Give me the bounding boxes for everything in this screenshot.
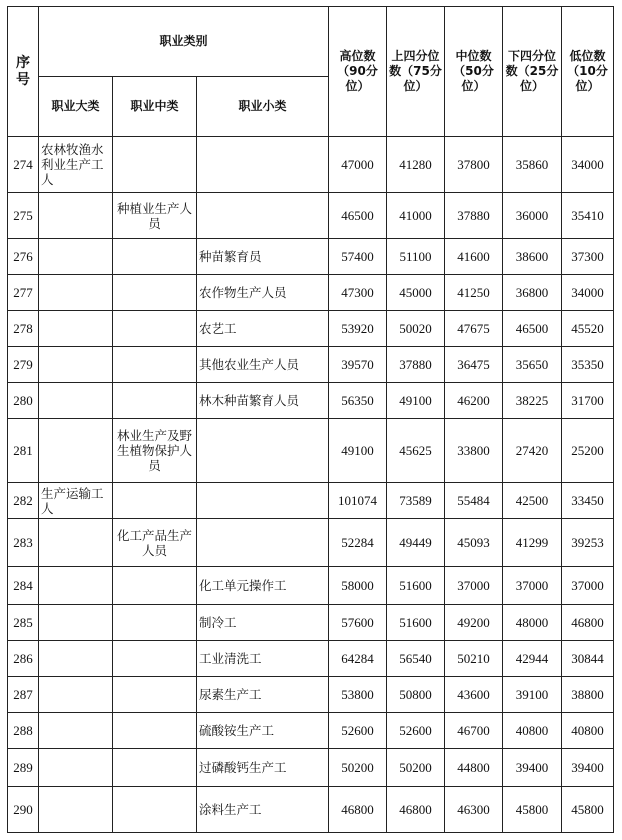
table-row: [8, 383, 614, 419]
row-p10: 35350: [562, 347, 614, 383]
row-p75: 51600: [387, 567, 445, 605]
row-seq: 285: [8, 605, 39, 641]
row-p10: 25200: [562, 419, 614, 483]
row-p90: 58000: [329, 567, 387, 605]
header-minor: 职业小类: [197, 77, 329, 137]
row-major-category: [39, 641, 113, 677]
row-p75: 45000: [387, 275, 445, 311]
row-middle-category: [113, 137, 197, 193]
row-middle-category: 化工产品生产人员: [113, 519, 197, 567]
header-p90: 高位数（90分位）: [329, 7, 387, 137]
row-minor-category: 林木种苗繁育人员: [197, 383, 329, 419]
row-minor-category: 农作物生产人员: [197, 275, 329, 311]
row-p10: 33450: [562, 483, 614, 519]
row-minor-category: [197, 193, 329, 239]
row-p75: 49449: [387, 519, 445, 567]
table-row: [8, 347, 614, 383]
row-minor-category: 涂料生产工: [197, 787, 329, 833]
row-seq: 278: [8, 311, 39, 347]
row-major-category: [39, 383, 113, 419]
row-minor-category: [197, 519, 329, 567]
row-seq: 287: [8, 677, 39, 713]
row-p25: 38225: [503, 383, 562, 419]
row-p50: 41600: [445, 239, 503, 275]
row-p50: 43600: [445, 677, 503, 713]
row-p75: 52600: [387, 713, 445, 749]
row-p50: 46300: [445, 787, 503, 833]
row-seq: 283: [8, 519, 39, 567]
row-p10: 34000: [562, 137, 614, 193]
row-middle-category: [113, 641, 197, 677]
row-p10: 39400: [562, 749, 614, 787]
table-row: [8, 567, 614, 605]
row-p25: 42944: [503, 641, 562, 677]
row-p75: 45625: [387, 419, 445, 483]
row-middle-category: [113, 383, 197, 419]
row-p50: 41250: [445, 275, 503, 311]
header-major: 职业大类: [39, 77, 113, 137]
row-p25: 41299: [503, 519, 562, 567]
row-p10: 45800: [562, 787, 614, 833]
row-p25: 27420: [503, 419, 562, 483]
row-seq: 275: [8, 193, 39, 239]
table-row: [8, 137, 614, 193]
row-p10: 38800: [562, 677, 614, 713]
row-major-category: [39, 519, 113, 567]
row-p25: 36000: [503, 193, 562, 239]
row-seq: 288: [8, 713, 39, 749]
row-major-category: [39, 311, 113, 347]
row-seq: 286: [8, 641, 39, 677]
table-row: [8, 749, 614, 787]
row-p50: 44800: [445, 749, 503, 787]
row-middle-category: [113, 275, 197, 311]
row-p90: 47300: [329, 275, 387, 311]
row-p90: 56350: [329, 383, 387, 419]
row-p50: 37800: [445, 137, 503, 193]
table-row: [8, 419, 614, 483]
row-middle-category: [113, 483, 197, 519]
row-middle-category: [113, 787, 197, 833]
row-p10: 37300: [562, 239, 614, 275]
row-major-category: [39, 567, 113, 605]
row-p25: 37000: [503, 567, 562, 605]
table-row: [8, 519, 614, 567]
row-p50: 46200: [445, 383, 503, 419]
row-seq: 276: [8, 239, 39, 275]
row-major-category: 农林牧渔水利业生产工人: [39, 137, 113, 193]
row-p50: 33800: [445, 419, 503, 483]
row-major-category: [39, 347, 113, 383]
row-middle-category: 林业生产及野生植物保护人员: [113, 419, 197, 483]
row-p50: 37880: [445, 193, 503, 239]
row-p90: 39570: [329, 347, 387, 383]
row-p10: 35410: [562, 193, 614, 239]
header-p50: 中位数（50分位）: [445, 7, 503, 137]
row-p90: 46800: [329, 787, 387, 833]
row-minor-category: 制冷工: [197, 605, 329, 641]
row-p90: 57600: [329, 605, 387, 641]
row-middle-category: [113, 567, 197, 605]
row-major-category: [39, 419, 113, 483]
row-minor-category: 其他农业生产人员: [197, 347, 329, 383]
row-minor-category: 尿素生产工: [197, 677, 329, 713]
row-middle-category: [113, 347, 197, 383]
row-p25: 35860: [503, 137, 562, 193]
row-middle-category: 种植业生产人员: [113, 193, 197, 239]
row-major-category: [39, 193, 113, 239]
row-p25: 39400: [503, 749, 562, 787]
row-p75: 50200: [387, 749, 445, 787]
row-middle-category: [113, 311, 197, 347]
row-p10: 45520: [562, 311, 614, 347]
row-p90: 47000: [329, 137, 387, 193]
table-row: [8, 713, 614, 749]
row-p75: 51600: [387, 605, 445, 641]
row-major-category: [39, 787, 113, 833]
row-p50: 37000: [445, 567, 503, 605]
row-p10: 31700: [562, 383, 614, 419]
header-p75: 上四分位数（75分位）: [387, 7, 445, 137]
table-row: [8, 787, 614, 833]
row-major-category: [39, 749, 113, 787]
row-seq: 290: [8, 787, 39, 833]
header-p10: 低位数（10分位）: [562, 7, 614, 137]
salary-percentile-table: [7, 6, 614, 833]
row-p25: 38600: [503, 239, 562, 275]
table-row: [8, 239, 614, 275]
row-p10: 34000: [562, 275, 614, 311]
row-p75: 46800: [387, 787, 445, 833]
row-p90: 53920: [329, 311, 387, 347]
row-p25: 42500: [503, 483, 562, 519]
row-major-category: [39, 239, 113, 275]
row-minor-category: [197, 483, 329, 519]
row-p90: 49100: [329, 419, 387, 483]
row-p10: 39253: [562, 519, 614, 567]
row-p25: 46500: [503, 311, 562, 347]
row-minor-category: [197, 419, 329, 483]
row-p50: 46700: [445, 713, 503, 749]
row-minor-category: 农艺工: [197, 311, 329, 347]
row-seq: 279: [8, 347, 39, 383]
row-p75: 41000: [387, 193, 445, 239]
row-p25: 35650: [503, 347, 562, 383]
row-p75: 41280: [387, 137, 445, 193]
row-seq: 281: [8, 419, 39, 483]
row-p75: 51100: [387, 239, 445, 275]
row-p75: 37880: [387, 347, 445, 383]
row-p75: 50800: [387, 677, 445, 713]
table-row: [8, 193, 614, 239]
table-body: [8, 137, 614, 833]
row-p75: 73589: [387, 483, 445, 519]
row-minor-category: 化工单元操作工: [197, 567, 329, 605]
header-row-top: [8, 7, 614, 77]
row-p10: 37000: [562, 567, 614, 605]
row-p25: 36800: [503, 275, 562, 311]
row-p25: 40800: [503, 713, 562, 749]
table-row: [8, 311, 614, 347]
table-row: [8, 483, 614, 519]
row-major-category: [39, 275, 113, 311]
row-p90: 57400: [329, 239, 387, 275]
row-p75: 50020: [387, 311, 445, 347]
header-seq: 序号: [8, 7, 39, 137]
row-p10: 30844: [562, 641, 614, 677]
row-seq: 282: [8, 483, 39, 519]
row-p90: 46500: [329, 193, 387, 239]
row-major-category: [39, 713, 113, 749]
row-seq: 280: [8, 383, 39, 419]
row-major-category: 生产运输工人: [39, 483, 113, 519]
row-minor-category: 工业清洗工: [197, 641, 329, 677]
table-row: [8, 677, 614, 713]
row-seq: 284: [8, 567, 39, 605]
row-p50: 55484: [445, 483, 503, 519]
row-p50: 49200: [445, 605, 503, 641]
table-row: [8, 605, 614, 641]
row-p90: 101074: [329, 483, 387, 519]
row-middle-category: [113, 239, 197, 275]
row-minor-category: 硫酸铵生产工: [197, 713, 329, 749]
row-seq: 274: [8, 137, 39, 193]
header-category: 职业类别: [39, 7, 329, 77]
row-p25: 39100: [503, 677, 562, 713]
row-seq: 277: [8, 275, 39, 311]
row-p25: 45800: [503, 787, 562, 833]
row-p50: 47675: [445, 311, 503, 347]
row-p10: 46800: [562, 605, 614, 641]
row-p90: 52284: [329, 519, 387, 567]
row-p90: 53800: [329, 677, 387, 713]
row-major-category: [39, 605, 113, 641]
row-seq: 289: [8, 749, 39, 787]
row-p50: 36475: [445, 347, 503, 383]
row-p25: 48000: [503, 605, 562, 641]
row-minor-category: [197, 137, 329, 193]
row-middle-category: [113, 677, 197, 713]
row-p90: 64284: [329, 641, 387, 677]
row-major-category: [39, 677, 113, 713]
table-row: [8, 641, 614, 677]
row-p90: 52600: [329, 713, 387, 749]
row-minor-category: 过磷酸钙生产工: [197, 749, 329, 787]
header-middle: 职业中类: [113, 77, 197, 137]
row-p50: 45093: [445, 519, 503, 567]
header-p25: 下四分位数（25分位）: [503, 7, 562, 137]
row-middle-category: [113, 749, 197, 787]
row-middle-category: [113, 605, 197, 641]
row-middle-category: [113, 713, 197, 749]
table-row: [8, 275, 614, 311]
row-p75: 49100: [387, 383, 445, 419]
row-p90: 50200: [329, 749, 387, 787]
row-p10: 40800: [562, 713, 614, 749]
row-p75: 56540: [387, 641, 445, 677]
row-p50: 50210: [445, 641, 503, 677]
row-minor-category: 种苗繁育员: [197, 239, 329, 275]
